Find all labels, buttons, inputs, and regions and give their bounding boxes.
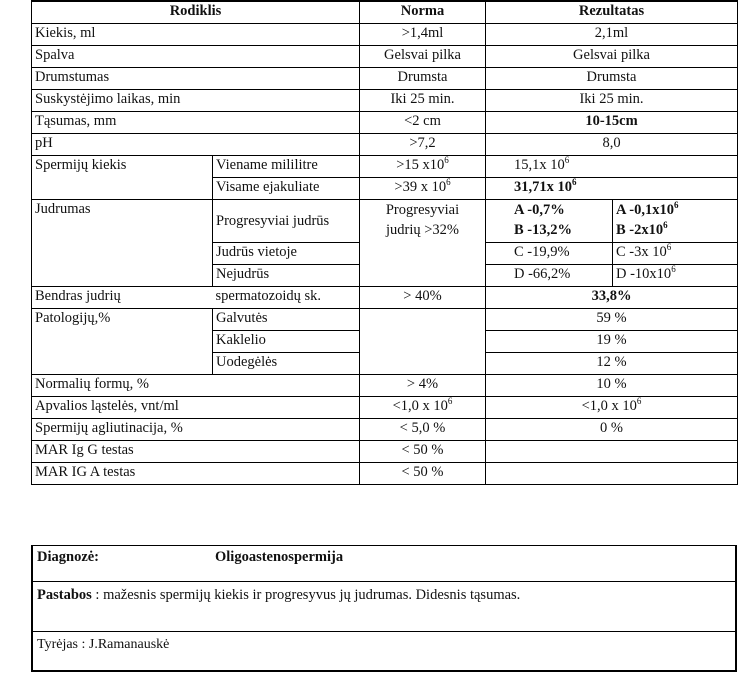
norma: < 5,0 % (360, 419, 486, 441)
norma: > 4% (360, 375, 486, 397)
rezultatas-pct: C -19,9% (486, 243, 613, 265)
norma: >7,2 (360, 134, 486, 156)
norma (360, 309, 486, 375)
header-rodiklis: Rodiklis (32, 1, 360, 24)
diagnoze-value: Oligoastenospermija (215, 549, 344, 565)
label: Drumstumas (32, 68, 360, 90)
rezultatas: 19 % (486, 331, 738, 353)
rezultatas: 33,8% (486, 287, 738, 309)
label: Tąsumas, mm (32, 112, 360, 134)
rezultatas-abs: D $-10x10^6$ (613, 265, 738, 287)
rezultatas: 31,71x $10^6$ (486, 178, 738, 200)
rezultatas-abs: A $-0,1x10^6$ B $-2x10^6$ (613, 200, 738, 243)
rezultatas: 15,1x $10^6$ (486, 156, 738, 178)
row-patologiju-1 (32, 309, 738, 331)
norma: Progresyviai judrių >32% (360, 200, 486, 243)
diagnoze-section (31, 545, 737, 581)
row-spalva (32, 46, 738, 68)
rezultatas: <1,0 x $10^6$ (486, 397, 738, 419)
row-bendras (32, 287, 738, 309)
label: Apvalios ląstelės, vnt/ml (32, 397, 360, 419)
norma: < 50 % (360, 441, 486, 463)
tyrejas-section (31, 631, 737, 672)
row-spermiju-kiekis-1 (32, 156, 738, 178)
norma: >1,4ml (360, 24, 486, 46)
label: Suskystėjimo laikas, min (32, 90, 360, 112)
norma: Drumsta (360, 68, 486, 90)
sublabel: Galvutės (213, 309, 360, 331)
row-mar-a (32, 463, 738, 485)
rezultatas: 0 % (486, 419, 738, 441)
rezultatas (486, 441, 738, 463)
rezultatas-abs: C -3x $10^6$ (613, 243, 738, 265)
norma (360, 243, 486, 265)
row-ph (32, 134, 738, 156)
label: MAR Ig G testas (32, 441, 360, 463)
diagnoze-label: Diagnozė: (37, 549, 100, 565)
row-drumstumas (32, 68, 738, 90)
norma: <2 cm (360, 112, 486, 134)
label: MAR IG A testas (32, 463, 360, 485)
semen-analysis-table (31, 0, 738, 485)
row-judrumas-1 (32, 200, 738, 243)
row-mar-g (32, 441, 738, 463)
rezultatas: 12 % (486, 353, 738, 375)
row-apvalios (32, 397, 738, 419)
header-norma: Norma (360, 1, 486, 24)
row-agliutinacija (32, 419, 738, 441)
sublabel: spermatozoidų sk. (213, 287, 360, 309)
tyrejas-text: Tyrėjas : J.Ramanauskė (37, 637, 170, 652)
label: pH (32, 134, 360, 156)
header-rezultatas: Rezultatas (486, 1, 738, 24)
pastabos-text: Pastabos : mažesnis spermijų kiekis ir progresyvus jų judrumas. Didesnis tąsumas. (37, 587, 521, 603)
rezultatas: Iki 25 min. (486, 90, 738, 112)
label: Spermijų agliutinacija, % (32, 419, 360, 441)
rezultatas: 10 % (486, 375, 738, 397)
sublabel: Viename mililitre (213, 156, 360, 178)
row-tasumas (32, 112, 738, 134)
label: Normalių formų, % (32, 375, 360, 397)
norma: < 50 % (360, 463, 486, 485)
label: Judrumas (32, 200, 213, 287)
rezultatas: 2,1ml (486, 24, 738, 46)
rezultatas: 8,0 (486, 134, 738, 156)
rezultatas: 59 % (486, 309, 738, 331)
rezultatas: 10-15cm (486, 112, 738, 134)
row-kiekis (32, 24, 738, 46)
sublabel: Uodegėlės (213, 353, 360, 375)
norma: <1,0 x $10^6$ (360, 397, 486, 419)
sublabel: Nejudrūs (213, 265, 360, 287)
row-normaliu (32, 375, 738, 397)
norma: >39 x $10^6$ (360, 178, 486, 200)
row-suskystejimo (32, 90, 738, 112)
label: Bendras judrių (32, 287, 213, 309)
rezultatas: Drumsta (486, 68, 738, 90)
norma (360, 265, 486, 287)
label: Patologijų,% (32, 309, 213, 375)
norma: > 40% (360, 287, 486, 309)
norma: >15 $x10^6$ (360, 156, 486, 178)
norma: Iki 25 min. (360, 90, 486, 112)
rezultatas-pct: D -66,2% (486, 265, 613, 287)
sublabel: Judrūs vietoje (213, 243, 360, 265)
label: Kiekis, ml (32, 24, 360, 46)
rezultatas (486, 463, 738, 485)
pastabos-section (31, 581, 737, 631)
rezultatas-pct: A -0,7% B -13,2% (486, 200, 613, 243)
label: Spermijų kiekis (32, 156, 213, 200)
label: Spalva (32, 46, 360, 68)
norma: Gelsvai pilka (360, 46, 486, 68)
sublabel: Visame ejakuliate (213, 178, 360, 200)
sublabel: Progresyviai judrūs (213, 200, 360, 243)
rezultatas: Gelsvai pilka (486, 46, 738, 68)
sublabel: Kaklelio (213, 331, 360, 353)
